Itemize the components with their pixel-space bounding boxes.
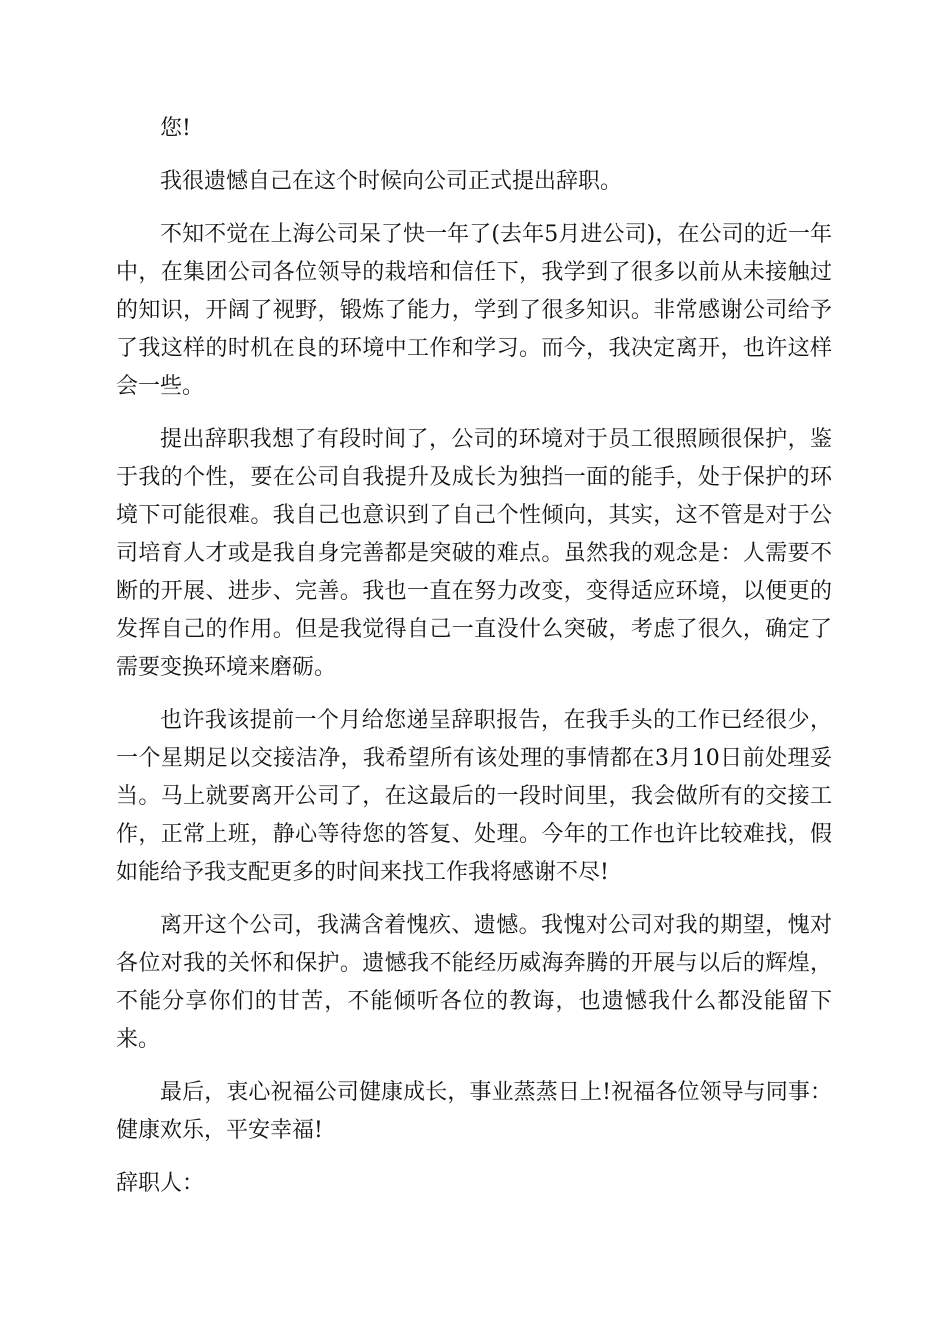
letter-paragraph: 最后，衷心祝福公司健康成长，事业蒸蒸日上!祝福各位领导与同事：健康欢乐，平安幸福! [116, 1080, 832, 1143]
letter-signature: 辞职人： [116, 1171, 205, 1196]
letter-paragraph: 提出辞职我想了有段时间了，公司的环境对于员工很照顾很保护，鉴于我的个性，要在公司自我提升及成长为独挡一面的能手，处于保护的环境下可能很难。我自己也意识到了自己个性倾向，其实，这不管是对于公司培育人才或是我自身完善都是突破的难点。虽然我的观念是：人需要不断的开展、进步、完善。我也一直在努力改变，变得适应环境，以便更的发挥自己的作用。但是我觉得自己一直没什么突破，考虑了很久，确定了需要变换环境来磨砺。 [116, 427, 832, 680]
letter-paragraph: 我很遗憾自己在这个时候向公司正式提出辞职。 [160, 169, 623, 194]
letter-paragraph: 不知不觉在上海公司呆了快一年了(去年5月进公司)，在公司的近一年中，在集团公司各位领导的栽培和信任下，我学到了很多以前从未接触过的知识，开阔了视野，锻炼了能力，学到了很多知识。非常感谢公司给予了我这样的时机在良的环境中工作和学习。而今，我决定离开，也许这样会一些。 [116, 222, 832, 399]
letter-paragraph: 离开这个公司，我满含着愧疚、遗憾。我愧对公司对我的期望，愧对各位对我的关怀和保护。遗憾我不能经历威海奔腾的开展与以后的辉煌，不能分享你们的甘苦，不能倾听各位的教诲，也遗憾我什么都没能留下来。 [116, 913, 832, 1052]
letter-body [116, 110, 832, 1218]
letter-greeting: 您! [160, 116, 191, 141]
letter-paragraph: 也许我该提前一个月给您递呈辞职报告，在我手头的工作已经很少，一个星期足以交接洁净，我希望所有该处理的事情都在3月10日前处理妥当。马上就要离开公司了，在这最后的一段时间里，我会做所有的交接工作，正常上班，静心等待您的答复、处理。今年的工作也许比较难找，假如能给予我支配更多的时间来找工作我将感谢不尽! [116, 708, 832, 885]
